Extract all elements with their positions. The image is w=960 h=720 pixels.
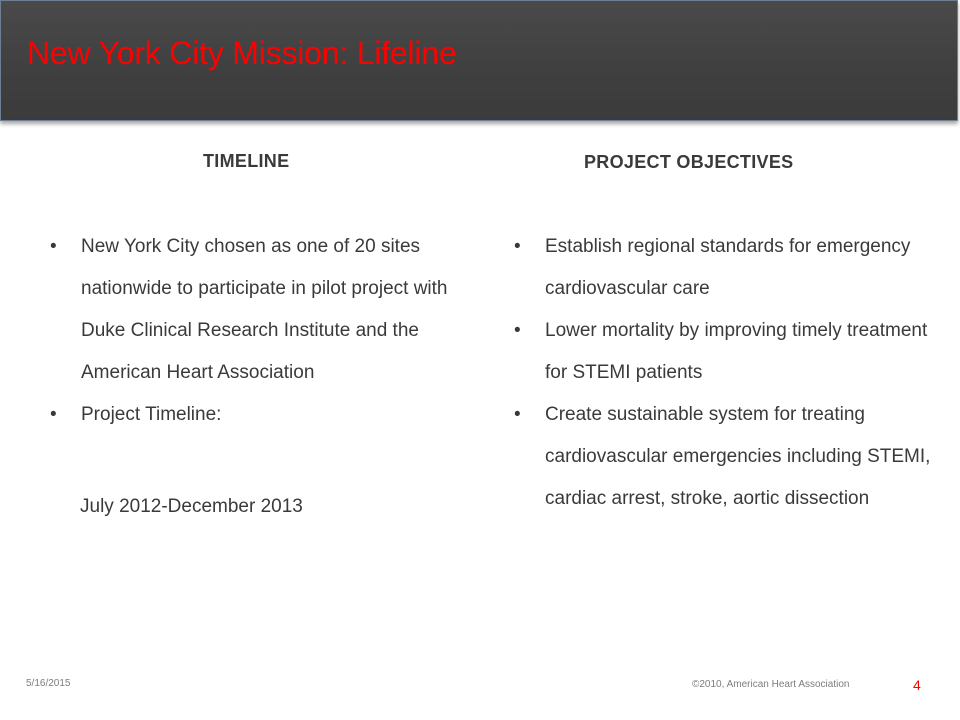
timeline-heading: TIMELINE: [203, 151, 290, 171]
page-number: 4: [913, 677, 921, 693]
footer-copyright: ©2010, American Heart Association: [692, 679, 850, 690]
timeline-dates: July 2012-December 2013: [80, 496, 303, 517]
objectives-heading: PROJECT OBJECTIVES: [584, 152, 794, 172]
timeline-bullet-list: [50, 226, 460, 436]
objective-bullet: • Create sustainable system for treating cardiovascular emergencies including STEMI, cardiac arrest, stroke, aortic dissection: [514, 394, 934, 520]
footer-date: 5/16/2015: [26, 678, 71, 689]
objective-bullet: • Lower mortality by improving timely treatment for STEMI patients: [514, 310, 934, 394]
slide-title: New York City Mission: Lifeline: [27, 35, 457, 71]
timeline-bullet: • New York City chosen as one of 20 sites nationwide to participate in pilot project with Duke Clinical Research Institute and the American Heart Association: [50, 226, 460, 394]
objectives-bullet-list: [514, 226, 934, 520]
objective-bullet: • Establish regional standards for emergency cardiovascular care: [514, 226, 934, 310]
title-bar: [0, 0, 958, 121]
timeline-bullet: • Project Timeline:: [50, 394, 460, 436]
